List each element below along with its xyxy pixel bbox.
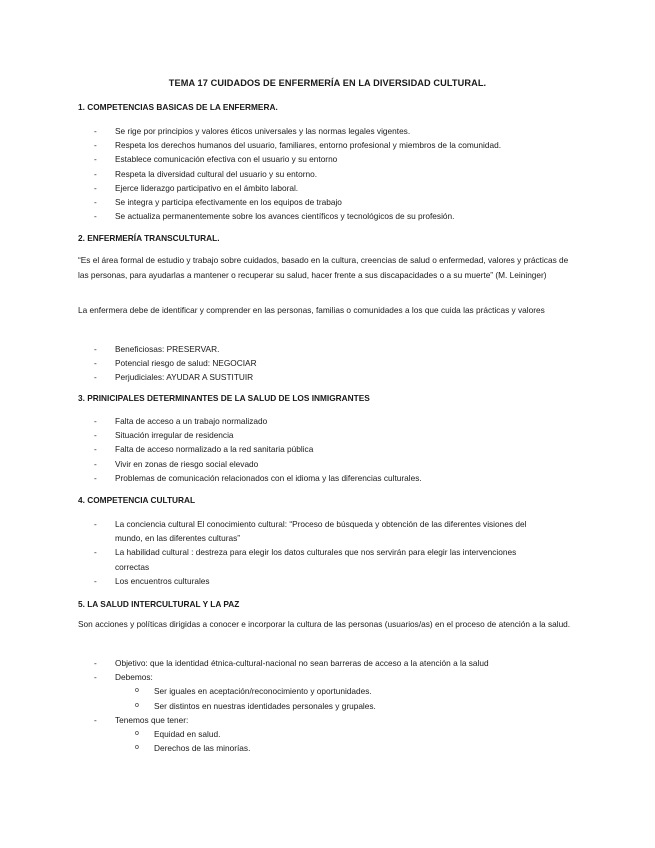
list-item: - Tenemos que tener: o Equidad en salud. o Derechos de las minorías.: [78, 713, 489, 756]
list-item: - Falta de acceso normalizado a la red sanitaria pública: [94, 444, 314, 455]
sub-list: [78, 684, 489, 712]
section-5-heading: 5. LA SALUD INTERCULTURAL Y LA PAZ: [78, 599, 240, 609]
list-item: - Los encuentros culturales: [94, 575, 210, 586]
sub-list: [78, 727, 489, 755]
section-2-list: [78, 342, 257, 385]
section-5-paragraph: Son acciones y políticas dirigidas a conocer e incorporar la cultura de las personas (usuarios/as) en el proceso de atención a la salud.: [78, 619, 571, 629]
sub-list-item: o Ser distintos en nuestras identidades personales y grupales.: [135, 700, 376, 711]
sub-list-item: o Equidad en salud.: [135, 729, 221, 740]
list-item: - Objetivo: que la identidad étnica-cultural-nacional no sean barreras de acceso a la atención a la salud: [94, 658, 489, 668]
list-item: - Situación irregular de residencia: [94, 430, 234, 441]
list-item: - Beneficiosas: PRESERVAR.: [94, 344, 220, 354]
list-item: - Perjudiciales: AYUDAR A SUSTITUIR: [94, 372, 254, 383]
list-item: - Ejerce liderazgo participativo en el ámbito laboral.: [94, 182, 299, 193]
section-1-heading: 1. COMPETENCIAS BASICAS DE LA ENFERMERA.: [78, 102, 278, 112]
leininger-quote: “Es el área formal de estudio y trabajo sobre cuidados, basado en la cultura, creencias de salud o enfermedad, valores y prácticas de las personas, para ayudarlas a mantener o recuperar su salud, hacer frente a sus discapacidades o a su muerte” (M. Leininger): [78, 255, 569, 280]
section-4-list: [78, 517, 545, 588]
list-item: - Falta de acceso a un trabajo normalizado: [94, 416, 268, 426]
sub-list-item: o Derechos de las minorías.: [135, 743, 251, 754]
list-item: - Problemas de comunicación relacionados con el idioma y las diferencias culturales.: [94, 472, 422, 483]
list-item: - Debemos: o Ser iguales en aceptación/reconocimiento y oportunidades. o Ser distintos en nuestras identidades personales y grupales.: [78, 670, 489, 713]
list-item: - Respeta los derechos humanos del usuario, familiares, entorno profesional y miembros de la comunidad.: [94, 140, 502, 151]
list-item: - Se actualiza permanentemente sobre los avances científicos y tecnológicos de su profesión.: [94, 211, 455, 222]
list-item: - Vivir en zonas de riesgo social elevado: [94, 458, 259, 469]
list-item: - Respeta la diversidad cultural del usuario y su entorno.: [94, 168, 318, 179]
list-item: - La habilidad cultural : destreza para elegir los datos culturales que nos servirán para elegir las intervenciones correctas: [94, 547, 517, 572]
section-5-list: [78, 656, 489, 755]
section-2-heading: 2. ENFERMERÍA TRANSCULTURAL.: [78, 233, 220, 243]
section-3-list: [78, 414, 422, 485]
section-2-paragraph: La enfermera debe de identificar y comprender en las personas, familias o comunidades a los que cuida las prácticas y valores: [78, 305, 545, 315]
section-4-heading: 4. COMPETENCIA CULTURAL: [78, 495, 196, 505]
section-1-list: [78, 124, 501, 223]
list-item: - Establece comunicación efectiva con el usuario y su entorno: [94, 154, 338, 165]
list-item: - Potencial riesgo de salud: NEGOCIAR: [94, 358, 257, 369]
page-title: TEMA 17 CUIDADOS DE ENFERMERÍA EN LA DIVERSIDAD CULTURAL.: [168, 78, 487, 88]
section-3-heading: 3. PRINICIPALES DETERMINANTES DE LA SALUD DE LOS INMIGRANTES: [78, 393, 370, 403]
sub-list-item: o Ser iguales en aceptación/reconocimiento y oportunidades.: [135, 686, 372, 697]
list-item: - Se rige por principios y valores éticos universales y las normas legales vigentes.: [94, 126, 411, 136]
list-item: - La conciencia cultural El conocimiento cultural: “Proceso de búsqueda y obtención de las diferentes visiones del mundo, en las diferentes culturas”: [94, 519, 527, 544]
list-item: - Se integra y participa efectivamente en los equipos de trabajo: [94, 197, 342, 208]
